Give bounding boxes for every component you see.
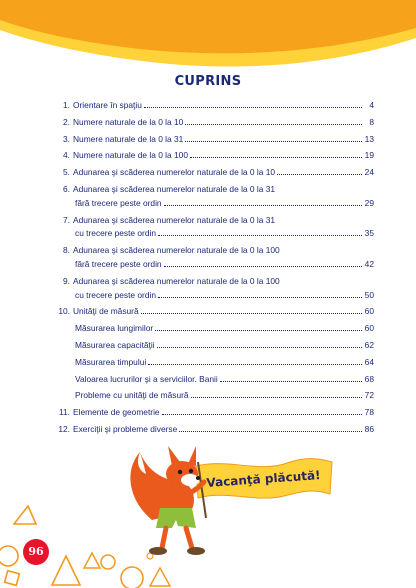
toc-text: Unităţi de măsură <box>73 306 139 317</box>
toc-subentry-problems[interactable] <box>58 390 374 401</box>
dot-leader <box>164 198 362 206</box>
toc-number: 5. <box>63 167 70 178</box>
toc-number: 10. <box>58 306 70 317</box>
toc-text-continued: cu trecere peste ordin <box>75 289 157 300</box>
dot-leader <box>158 290 362 298</box>
dot-leader <box>179 424 362 432</box>
toc-entry-5[interactable] <box>58 167 374 178</box>
dot-leader <box>158 228 362 236</box>
toc-page: 8 <box>369 116 374 127</box>
toc-page: 64 <box>364 356 374 367</box>
toc-entry-8[interactable] <box>58 245 374 256</box>
toc-entry-6[interactable] <box>58 184 374 195</box>
toc-page: 62 <box>364 339 374 350</box>
toc-text: Adunarea şi scăderea numerelor naturale de la 0 la 31 <box>73 214 276 225</box>
toc-page: 24 <box>364 167 374 178</box>
toc-number: 9. <box>63 275 70 286</box>
toc-page: 86 <box>364 423 374 434</box>
dot-leader <box>185 117 362 125</box>
toc-page: 29 <box>364 197 374 208</box>
toc-text: Valoarea lucrurilor şi a serviciilor. Banii <box>75 373 218 384</box>
toc-entry-4[interactable] <box>58 150 374 161</box>
fox-leg <box>162 528 166 548</box>
toc-text: Măsurarea timpului <box>75 356 147 367</box>
toc-number: 11. <box>58 407 70 418</box>
circle-shape <box>101 555 115 569</box>
toc-text: Măsurarea capacităţii <box>75 339 155 350</box>
square-shape <box>5 571 20 586</box>
triangle-shape <box>84 553 100 568</box>
fox-ear <box>188 446 196 466</box>
toc-text: Adunarea şi scăderea numerelor naturale de la 0 la 10 <box>73 167 276 178</box>
circle-shape <box>0 546 18 566</box>
toc-text: Exerciţii şi probleme diverse <box>73 423 178 434</box>
triangle-shape <box>150 568 170 586</box>
toc-number: 3. <box>63 133 70 144</box>
toc-page: 68 <box>364 373 374 384</box>
toc-number: 2. <box>63 116 70 127</box>
toc-entry-9-continued[interactable] <box>58 290 374 301</box>
header-wave <box>0 0 416 70</box>
toc-text: Măsurarea lungimilor <box>75 323 154 334</box>
toc-number: 1. <box>63 100 70 110</box>
fox-shoe <box>187 547 205 555</box>
toc-entry-7-continued[interactable] <box>58 228 374 239</box>
toc-text: Elemente de geometrie <box>73 407 160 418</box>
toc-subentry-money[interactable] <box>58 374 374 385</box>
toc-page: 60 <box>364 323 374 334</box>
toc-text: Probleme cu unităţi de măsură <box>75 390 189 401</box>
toc-text: Numere naturale de la 0 la 100 <box>73 150 188 161</box>
dot-leader <box>144 100 362 108</box>
toc-entry-7[interactable] <box>58 215 374 226</box>
circle-shape <box>121 567 143 588</box>
toc-number: 6. <box>63 183 70 194</box>
toc-page: 60 <box>364 306 374 317</box>
toc-entry-3[interactable] <box>58 134 374 145</box>
toc-entry-2[interactable] <box>58 117 374 128</box>
toc-text-continued: cu trecere peste ordin <box>75 228 157 239</box>
dot-leader <box>220 374 362 382</box>
toc-text: Orientare în spaţiu <box>73 100 142 110</box>
fox-leg <box>186 528 192 548</box>
toc-page: 78 <box>364 407 374 418</box>
dot-leader <box>148 357 362 365</box>
fox-shorts <box>156 508 196 528</box>
toc-number: 7. <box>63 214 70 225</box>
banner-text: Vacanţă plăcută! <box>206 468 321 490</box>
dot-leader <box>185 134 362 142</box>
toc-text: Adunarea şi scăderea numerelor naturale de la 0 la 100 <box>73 245 280 256</box>
dot-leader <box>191 390 362 398</box>
page-number-badge: 96 <box>23 539 49 565</box>
dot-leader <box>141 306 362 314</box>
toc-subentry-capacity[interactable] <box>58 340 374 351</box>
toc-page: 13 <box>364 133 374 144</box>
mascot-illustration <box>0 440 416 588</box>
toc-page: 72 <box>364 390 374 401</box>
toc-entry-11[interactable] <box>58 407 374 418</box>
toc-page: 42 <box>364 258 374 269</box>
toc-text: Numere naturale de la 0 la 10 <box>73 116 184 127</box>
toc-text: Adunarea şi scăderea numerelor naturale de la 0 la 100 <box>73 275 280 286</box>
toc-entry-9[interactable] <box>58 276 374 287</box>
toc-entry-12[interactable] <box>58 424 374 435</box>
dot-leader <box>162 407 362 415</box>
toc-text: Numere naturale de la 0 la 31 <box>73 133 184 144</box>
toc-subentry-time[interactable] <box>58 357 374 368</box>
dot-leader <box>155 323 362 331</box>
toc-entry-1[interactable] <box>58 100 374 111</box>
triangle-shape <box>14 506 36 524</box>
fox-shoe <box>149 547 167 555</box>
triangle-shape <box>52 556 80 585</box>
toc-number: 4. <box>63 150 70 161</box>
toc-text-continued: fără trecere peste ordin <box>75 258 162 269</box>
toc-entry-10[interactable] <box>58 306 374 317</box>
toc-text-continued: fără trecere peste ordin <box>75 197 162 208</box>
toc-page: 35 <box>364 228 374 239</box>
toc-subentry-lengths[interactable] <box>58 323 374 334</box>
dot-leader <box>190 150 362 158</box>
dot-leader <box>164 259 362 267</box>
toc-entry-6-continued[interactable] <box>58 198 374 209</box>
dot-leader <box>157 340 362 348</box>
fox-eye <box>178 470 182 474</box>
toc-entry-8-continued[interactable] <box>58 259 374 270</box>
toc-page: 19 <box>364 150 374 161</box>
table-of-contents <box>58 100 374 441</box>
toc-text: Adunarea şi scăderea numerelor naturale de la 0 la 31 <box>73 183 276 194</box>
toc-page: 4 <box>369 100 374 110</box>
page-title: CUPRINS <box>174 74 242 89</box>
toc-number: 12. <box>58 423 70 434</box>
fox-eye <box>189 469 193 473</box>
toc-number: 8. <box>63 245 70 256</box>
dot-leader <box>277 167 362 175</box>
toc-page: 50 <box>364 289 374 300</box>
